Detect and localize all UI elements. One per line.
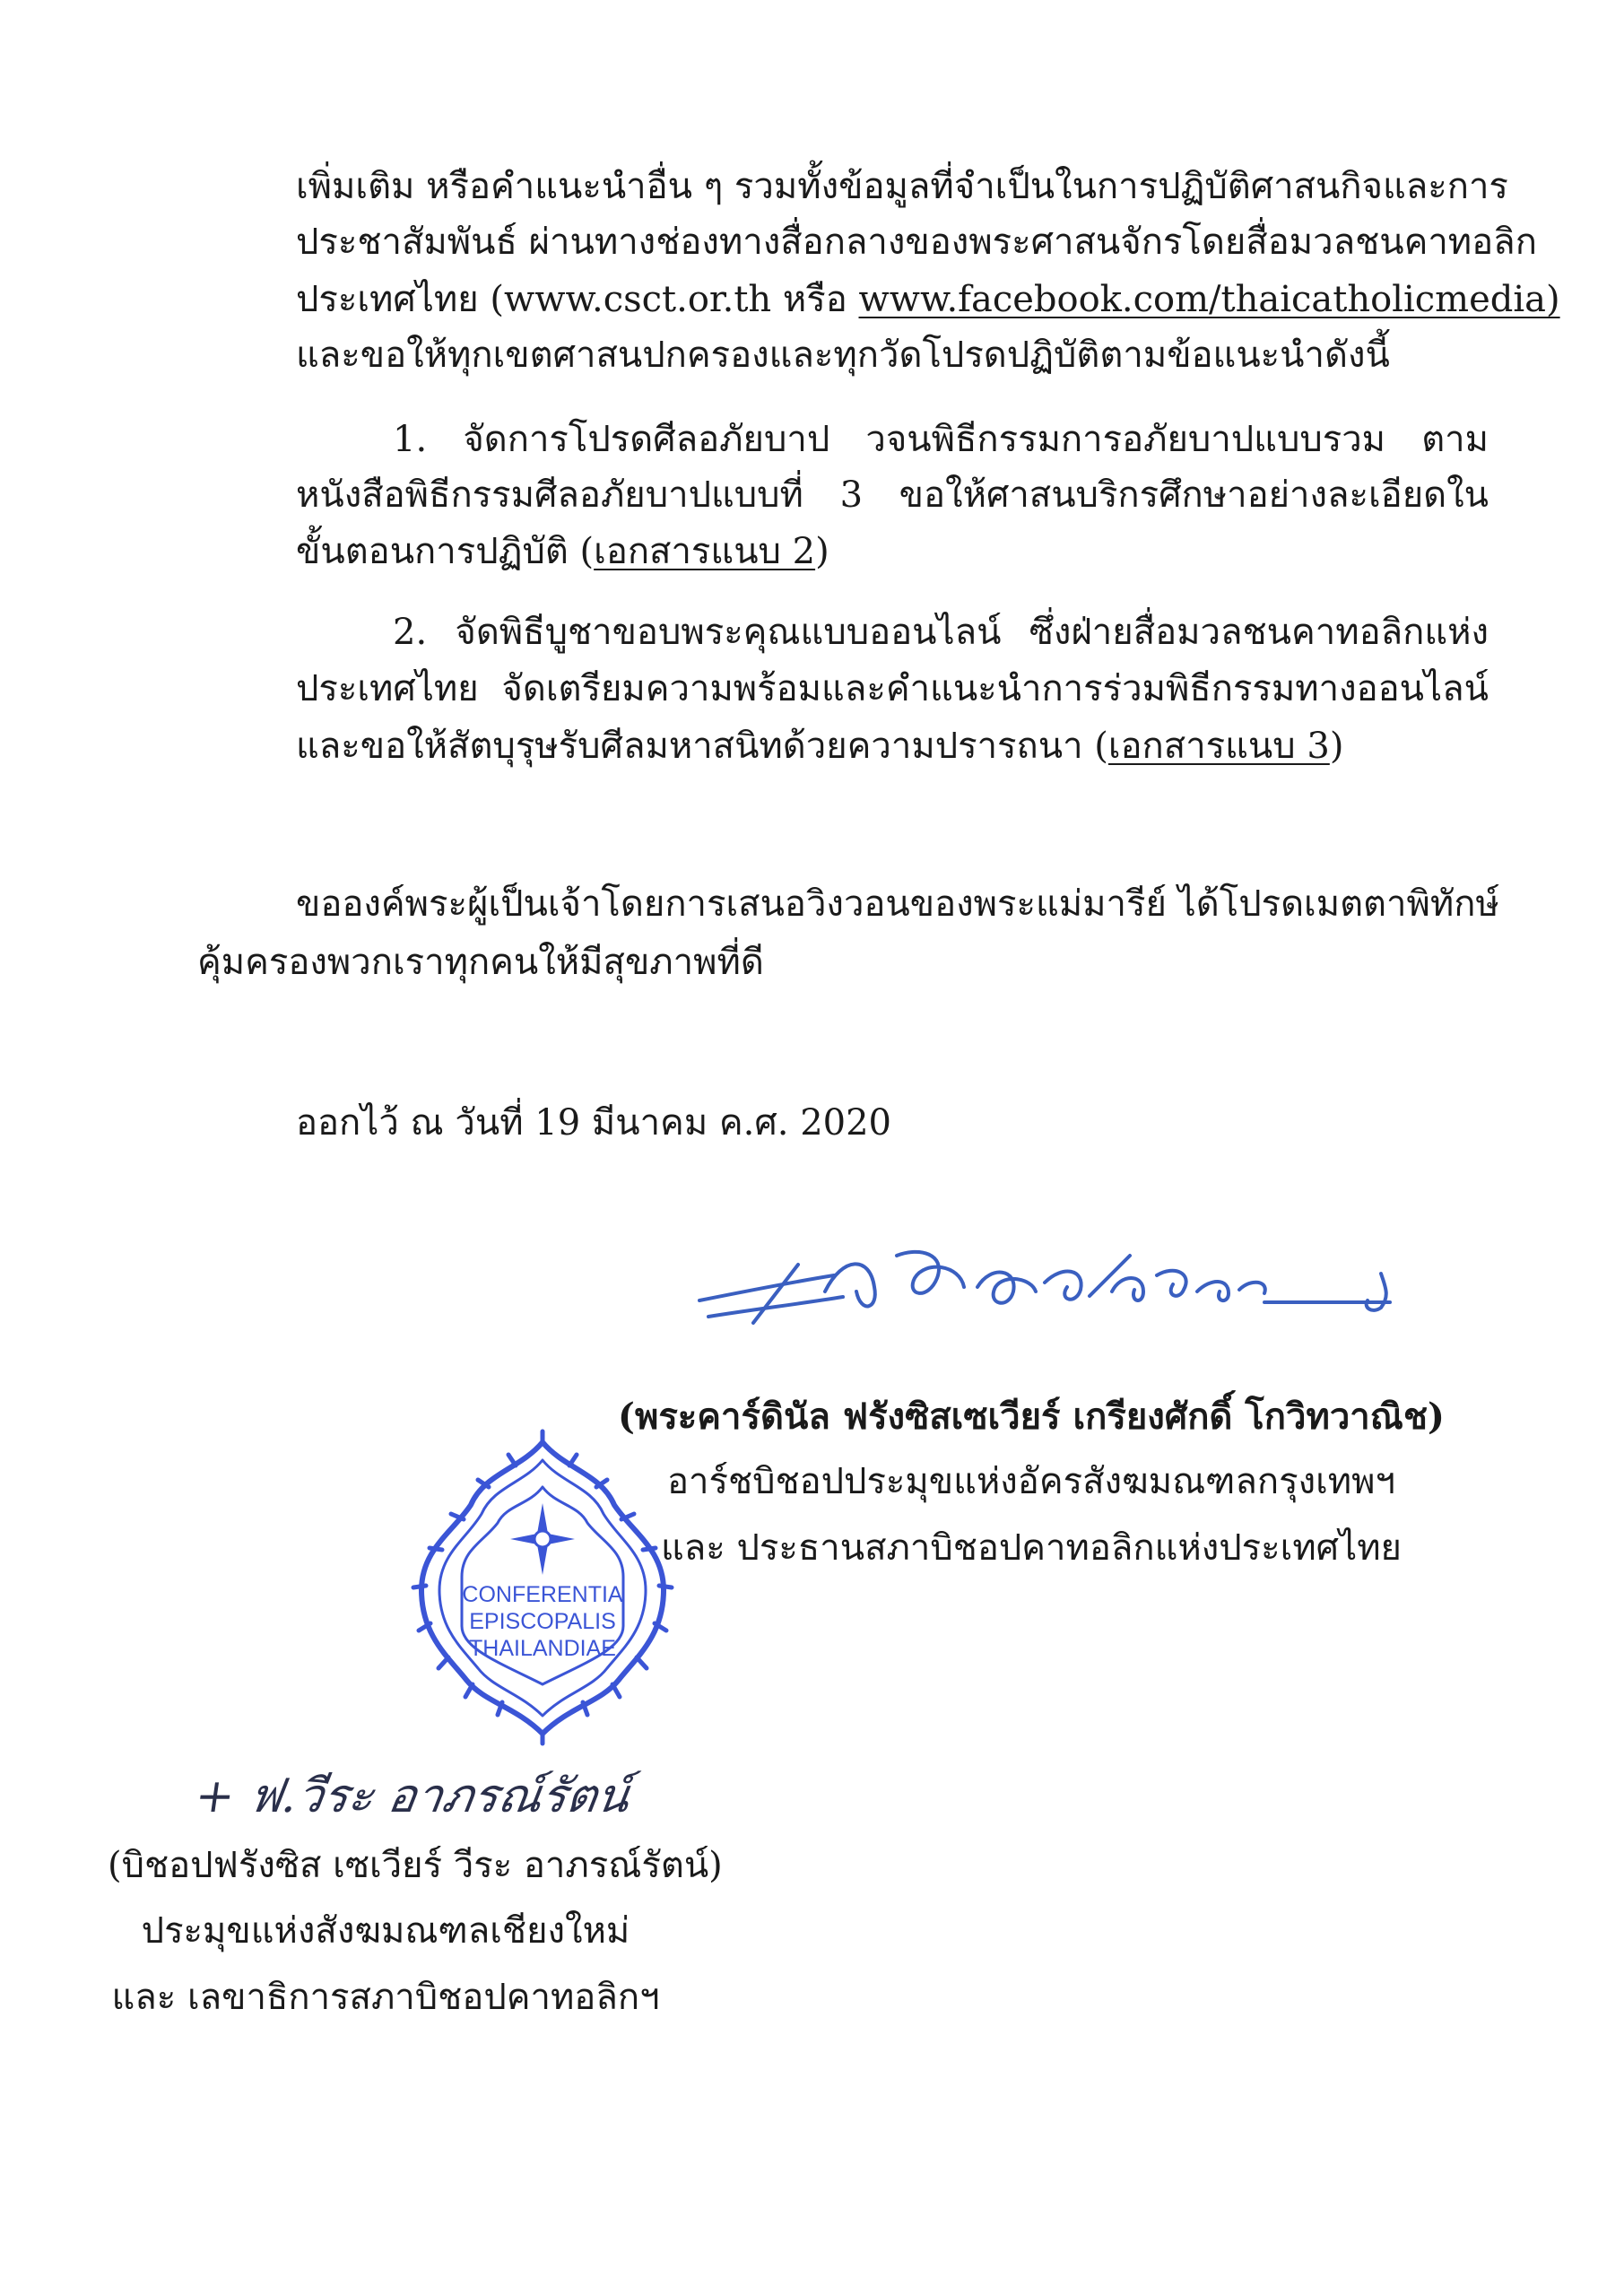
facebook-link[interactable]: www.facebook.com/thaicatholicmedia) <box>858 279 1560 320</box>
bishop-title-1: ประมุขแห่งสังฆมณฑลเชียงใหม่ <box>141 1910 630 1952</box>
seal-text-line-3: THAILANDIAE <box>469 1636 616 1661</box>
body-line-4: และขอให้ทุกเขตศาสนปกครองและทุกวัดโปรดปฏิบัติตามข้อแนะนำดังนี้ <box>296 335 1390 376</box>
item1-line-1: 1. จัดการโปรดศีลอภัยบาป วจนพิธีกรรมการอภัยบาปแบบรวม ตาม <box>393 419 1489 460</box>
blessing-line-1: ขอองค์พระผู้เป็นเจ้าโดยการเสนอวิงวอนของพระแม่มารีย์ ได้โปรดเมตตาพิทักษ์ <box>296 883 1499 925</box>
attachment-3-link[interactable]: เอกสารแนบ 3 <box>1107 726 1330 767</box>
item2-line-1: 2. จัดพิธีบูชาขอบพระคุณแบบออนไลน์ ซึ่งฝ่ายสื่อมวลชนคาทอลิกแห่ง <box>393 612 1489 653</box>
bishop-name: (บิชอปฟรังซิส เซเวียร์ วีระ อาภรณ์รัตน์) <box>108 1845 723 1886</box>
item2-line-3-prefix: และขอให้สัตบุรุษรับศีลมหาสนิทด้วยความปรารถนา ( <box>296 726 1108 767</box>
item1-line-3-prefix: ขั้นตอนการปฏิบัติ ( <box>296 531 595 572</box>
bishops-conference-seal <box>408 1433 677 1743</box>
item1-line-3 <box>296 525 829 578</box>
seal-text-line-1: CONFERENTIA <box>462 1582 623 1607</box>
cardinal-name: (พระคาร์ดินัล ฟรังซิสเซเวียร์ เกรียงศักดิ์ โกวิทวาณิช) <box>618 1396 1445 1438</box>
bishop-signature: + ฟ.วีระ อาภรณ์รัตน์ <box>191 1770 633 1823</box>
cardinal-title-1: อาร์ชบิชอปประมุขแห่งอัครสังฆมณฑลกรุงเทพฯ <box>666 1461 1395 1502</box>
item2-line-2: ประเทศไทย จัดเตรียมความพร้อมและคำแนะนำการร่วมพิธีกรรมทางออนไลน์ <box>296 668 1489 709</box>
body-line-3-prefix: ประเทศไทย (www.csct.or.th หรือ <box>296 279 859 320</box>
attachment-2-link[interactable]: เอกสารแนบ 2 <box>594 531 816 572</box>
blessing-line-2: คุ้มครองพวกเราทุกคนให้มีสุขภาพที่ดี <box>197 942 764 983</box>
seal-text-line-2: EPISCOPALIS <box>469 1609 616 1634</box>
bishop-title-2: และ เลขาธิการสภาบิชอปคาทอลิกฯ <box>111 1977 660 2018</box>
body-line-1: เพิ่มเติม หรือคำแนะนำอื่น ๆ รวมทั้งข้อมูลที่จำเป็นในการปฏิบัติศาสนกิจและการ <box>296 166 1508 207</box>
cardinal-signature <box>690 1238 1408 1336</box>
body-line-3 <box>296 273 1560 326</box>
item1-line-2: หนังสือพิธีกรรมศีลอภัยบาปแบบที่ 3 ขอให้ศาสนบริกรศึกษาอย่างละเอียดใน <box>296 474 1489 516</box>
item2-line-3 <box>296 719 1343 773</box>
issued-date: ออกไว้ ณ วันที่ 19 มีนาคม ค.ศ. 2020 <box>296 1102 891 1144</box>
cardinal-title-2: และ ประธานสภาบิชอปคาทอลิกแห่งประเทศไทย <box>661 1527 1402 1569</box>
body-line-2: ประชาสัมพันธ์ ผ่านทางช่องทางสื่อกลางของพระศาสนจักรโดยสื่อมวลชนคาทอลิก <box>296 222 1537 263</box>
item1-line-3-suffix: ) <box>815 531 829 572</box>
item2-line-3-suffix: ) <box>1329 726 1344 767</box>
